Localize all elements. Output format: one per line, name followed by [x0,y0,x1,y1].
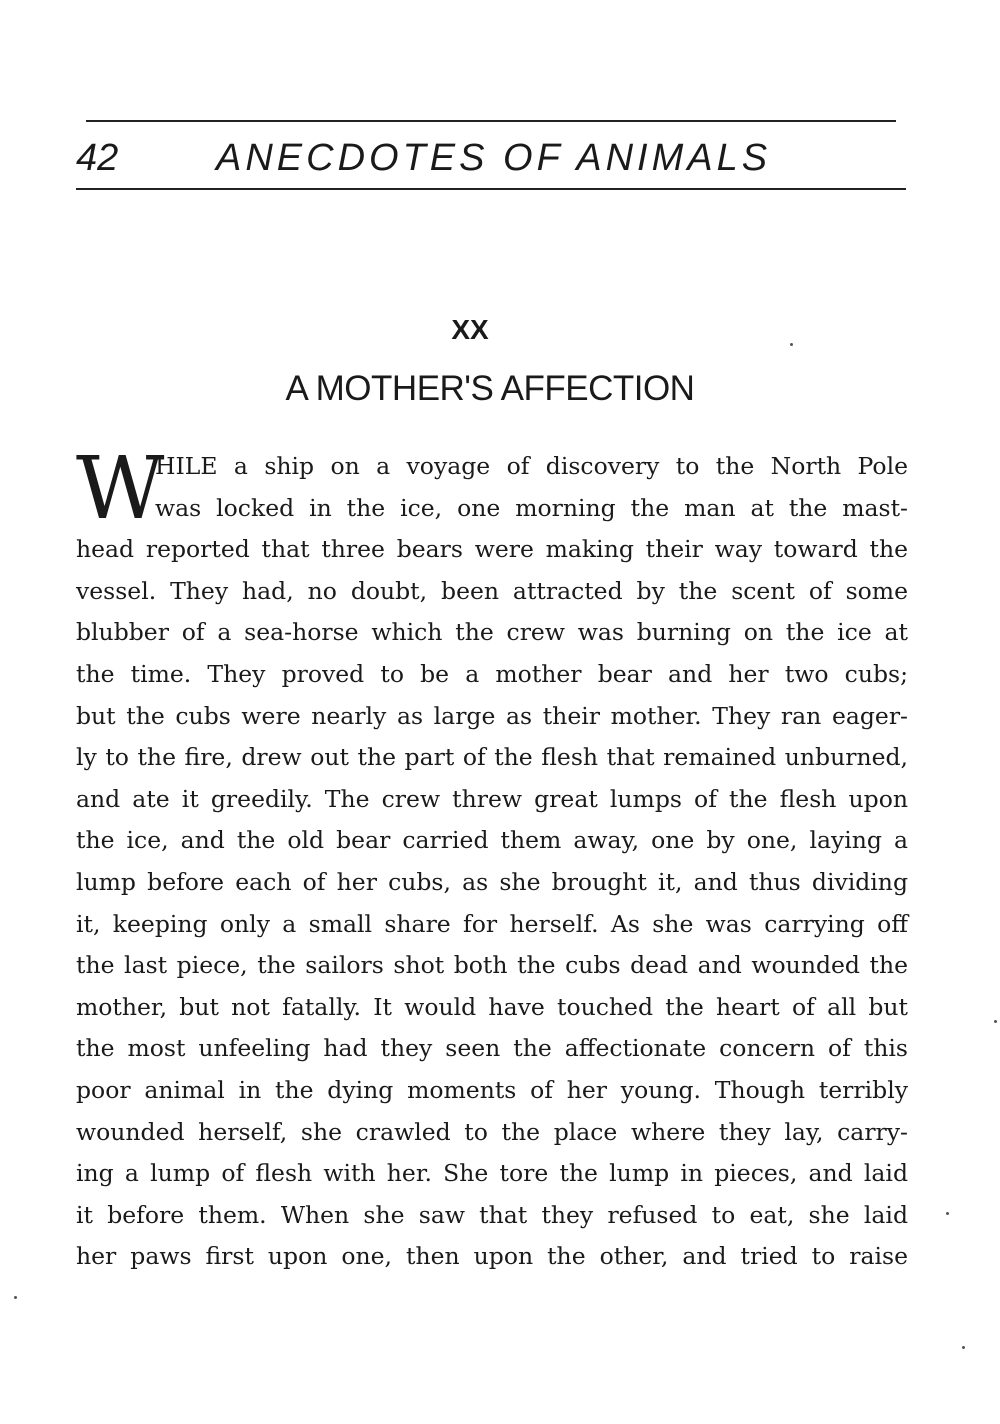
text-line: blubber of a sea-horse which the crew was burning on the ice at [76,618,908,647]
scan-speck [946,1212,949,1215]
text-line: the time. They proved to be a mother bear and her two cubs; [76,659,908,688]
body-text [76,439,908,1278]
scan-speck [790,343,793,346]
running-title: ANECDOTES OF ANIMALS [216,137,772,179]
text-line: the ice, and the old bear carried them away, one by one, laying a [76,826,908,855]
text-line: wounded herself, she crawled to the place where they lay, carry- [76,1117,908,1146]
text-line: ing a lump of flesh with her. She tore the lump in pieces, and laid [76,1159,908,1188]
text-line: the most unfeeling had they seen the affectionate concern of this [76,1034,908,1063]
text-line: it before them. When she saw that they refused to eat, she laid [76,1200,908,1229]
text-line: it, keeping only a small share for herself. As she was carrying off [76,909,908,938]
text-line: head reported that three bears were making their way toward the [76,535,908,564]
text-line: her paws first upon one, then upon the other, and tried to raise [76,1242,908,1271]
text-line: but the cubs were nearly as large as their mother. They ran eager- [76,701,908,730]
header-rule-top [86,120,896,122]
text-line: and ate it greedily. The crew threw great lumps of the flesh upon [76,784,908,813]
text-line: ly to the fire, drew out the part of the flesh that remained unburned, [76,743,908,772]
text-line: poor animal in the dying moments of her young. Though terribly [76,1075,908,1104]
text-line: was locked in the ice, one morning the man at the mast- [155,493,908,522]
scan-speck [14,1296,17,1299]
scan-speck [962,1346,965,1349]
chapter-title: A MOTHER'S AFFECTION [285,369,695,408]
page-number: 42 [76,137,119,179]
text-line: HILE a ship on a voyage of discovery to the North Pole [155,452,908,480]
chapter-number: XX [451,314,489,345]
text-line: lump before each of her cubs, as she brought it, and thus dividing [76,867,908,896]
header-rule-bottom [76,188,906,190]
text-line: the last piece, the sailors shot both the cubs dead and wounded the [76,951,908,980]
scan-speck [994,1020,997,1023]
running-head [76,130,906,186]
text-line: mother, but not fatally. It would have touched the heart of all but [76,992,908,1021]
text-line: vessel. They had, no doubt, been attracted by the scent of some [76,576,908,605]
drop-cap: W [76,439,165,539]
